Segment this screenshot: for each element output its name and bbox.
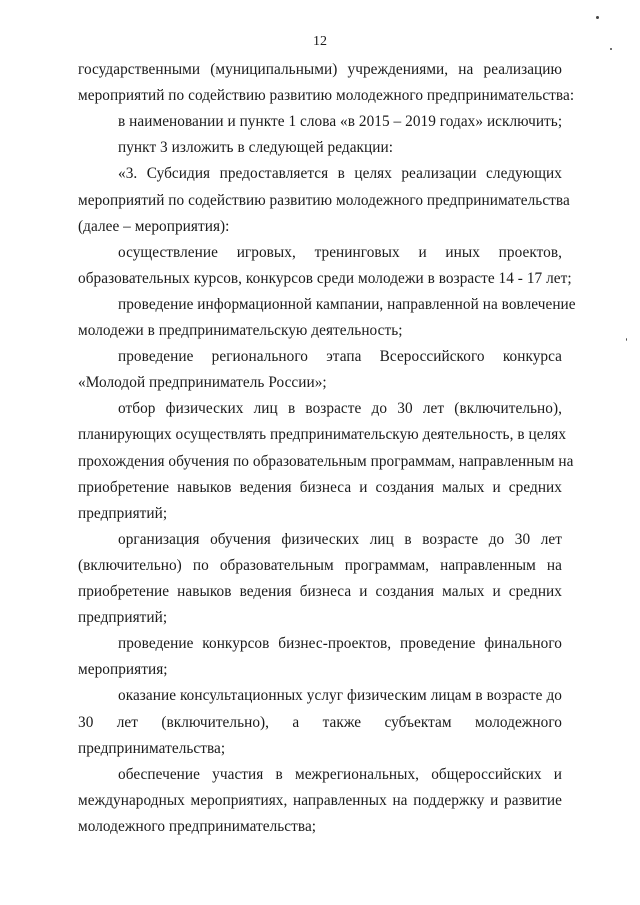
text-line: отбор физических лиц в возрасте до 30 лет (включительно), <box>118 400 562 418</box>
scan-speck <box>596 16 599 19</box>
text-line: 30 лет (включительно), а также субъектам молодежного <box>78 713 562 731</box>
text-line: мероприятий по содействию развитию молодежного предпринимательства <box>78 191 570 209</box>
text-line: пункт 3 изложить в следующей редакции: <box>118 139 394 157</box>
page-number: 12 <box>313 34 327 49</box>
text-line: оказание консультационных услуг физическим лицам в возрасте до <box>118 687 562 705</box>
text-line: проведение регионального этапа Всероссийского конкурса <box>118 348 562 366</box>
text-line: приобретение навыков ведения бизнеса и создания малых и средних <box>78 583 562 600</box>
text-line: государственными (муниципальными) учреждениями, на реализацию <box>78 61 562 78</box>
text-line: в наименовании и пункте 1 слова «в 2015 – 2019 годах» исключить; <box>118 113 563 131</box>
text-line: (включительно) по образовательным программам, направленным на <box>78 556 562 574</box>
text-line: приобретение навыков ведения бизнеса и создания малых и средних <box>78 478 562 496</box>
text-line: проведение информационной кампании, направленной на вовлечение <box>118 295 576 313</box>
text-line: молодежи в предпринимательскую деятельность; <box>78 322 403 339</box>
text-line: проведение конкурсов бизнес-проектов, проведение финального <box>118 635 562 653</box>
text-line: осуществление игровых, тренинговых и иных проектов, <box>118 243 562 261</box>
text-line: организация обучения физических лиц в возрасте до 30 лет <box>118 530 562 548</box>
scan-speck <box>626 338 627 341</box>
text-line: предприятий; <box>78 504 168 522</box>
text-line: (далее – мероприятия): <box>78 217 230 235</box>
text-line: международных мероприятиях, направленных на поддержку и развитие <box>78 791 562 809</box>
text-line: образовательных курсов, конкурсов среди молодежи в возрасте 14 - 17 лет; <box>78 269 572 287</box>
text-line: мероприятия; <box>78 661 168 679</box>
text-line: мероприятий по содействию развитию молодежного предпринимательства: <box>78 87 575 105</box>
scan-speck <box>610 48 612 50</box>
text-line: «Молодой предприниматель России»; <box>78 374 327 392</box>
text-line: обеспечение участия в межрегиональных, общероссийских и <box>118 765 562 783</box>
text-line: прохождения обучения по образовательным программам, направленным на <box>78 452 574 470</box>
text-line: молодежного предпринимательства; <box>78 817 317 835</box>
text-line: «3. Субсидия предоставляется в целях реализации следующих <box>118 165 562 183</box>
text-line: предпринимательства; <box>78 739 226 757</box>
text-line: предприятий; <box>78 609 168 627</box>
text-line: планирующих осуществлять предпринимательскую деятельность, в целях <box>78 426 567 444</box>
